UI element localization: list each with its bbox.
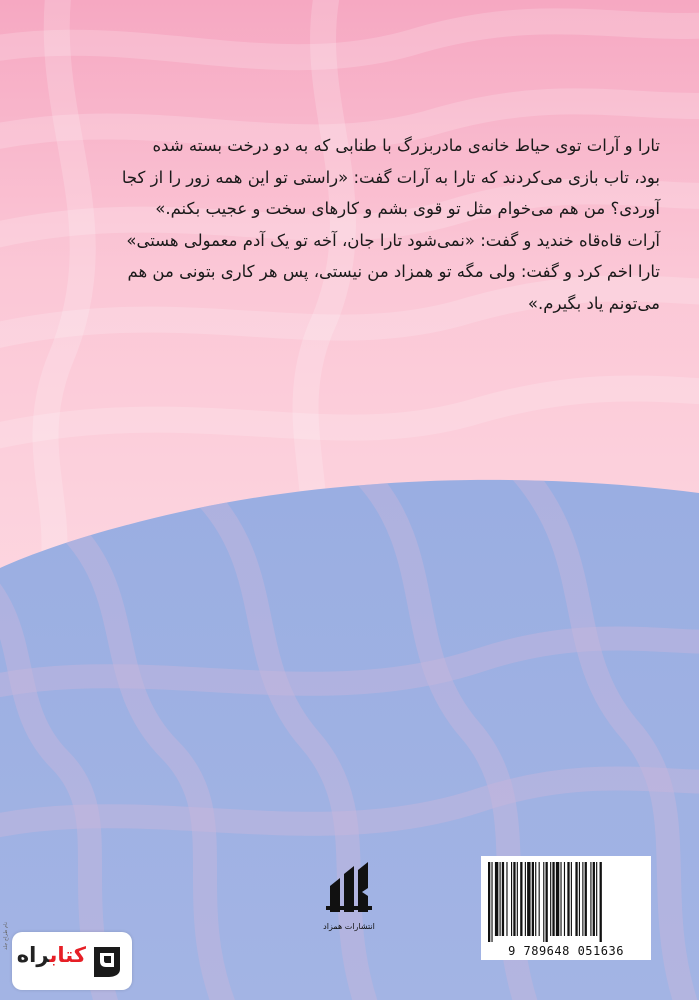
- barcode-bar: [546, 862, 548, 942]
- barcode-bar: [502, 862, 504, 936]
- barcode-bar: [571, 862, 572, 936]
- story-line: می‌تونم یاد بگیرم.»: [527, 293, 660, 313]
- story-line: آوردی؟ من هم می‌خوام مثل تو قوی بشم و کارهای سخت و عجیب بکنم.»: [155, 199, 660, 218]
- barcode-bar: [517, 862, 518, 936]
- ketabrah-wordmark: [17, 943, 86, 967]
- barcode-bar: [535, 862, 536, 936]
- barcode-bar: [582, 862, 583, 936]
- barcode-bar: [525, 862, 526, 936]
- barcode-bar: [579, 862, 580, 936]
- story-text-block: [60, 130, 660, 319]
- story-line: تارا و آرات توی حیاط خانه‌ی مادربزرگ با طنابی که به دو درخت بسته شده: [152, 136, 660, 155]
- ketabrah-word-2: راه: [16, 943, 50, 967]
- barcode-bar: [488, 862, 490, 942]
- publisher-monogram-icon: [324, 858, 374, 916]
- cover-designer-credit: نام طراح جلد: [3, 922, 9, 950]
- barcode-bar: [520, 862, 522, 936]
- story-line: بود، تاب بازی می‌کردند که تارا به آرات گفت: «راستی تو این همه زور را از کجا: [121, 167, 660, 187]
- isbn-barcode: [481, 856, 651, 960]
- barcode-bars: [481, 856, 651, 942]
- barcode-bar: [532, 862, 534, 936]
- barcode-bar: [513, 862, 515, 936]
- barcode-bar: [590, 862, 591, 936]
- ketabrah-logo-icon: [90, 943, 124, 979]
- barcode-bar: [539, 862, 540, 936]
- barcode-bar: [527, 862, 530, 936]
- barcode-bar: [556, 862, 559, 936]
- barcode-bar: [564, 862, 565, 936]
- barcode-bar: [560, 862, 561, 936]
- barcode-bar: [600, 862, 602, 942]
- ketabrah-word-1: کتاب: [49, 943, 86, 967]
- barcode-bar: [552, 862, 554, 936]
- story-line: آرات قاه‌قاه خندید و گفت: «نمی‌شود تارا جان، آخه تو یک آدم معمولی هستی»: [126, 230, 660, 250]
- barcode-bar: [593, 862, 595, 936]
- barcode-bar: [500, 862, 501, 936]
- barcode-bar: [567, 862, 569, 936]
- publisher-logo: [318, 858, 380, 938]
- story-line: تارا اخم کرد و گفت: ولی مگه تو همزاد من نیستی، پس هر کاری بتونی من هم: [127, 262, 660, 281]
- barcode-bar: [543, 862, 544, 942]
- barcode-bar: [495, 862, 498, 936]
- barcode-bar: [506, 862, 507, 936]
- barcode-bar: [585, 862, 587, 936]
- publisher-name: انتشارات همزاد: [323, 922, 375, 931]
- barcode-bar: [491, 862, 492, 942]
- barcode-bar: [596, 862, 597, 936]
- barcode-bar: [575, 862, 577, 936]
- barcode-bar: [511, 862, 512, 936]
- ketabrah-badge[interactable]: [12, 932, 132, 990]
- barcode-bar: [550, 862, 551, 936]
- isbn-number: 9 789648 051636: [508, 944, 624, 958]
